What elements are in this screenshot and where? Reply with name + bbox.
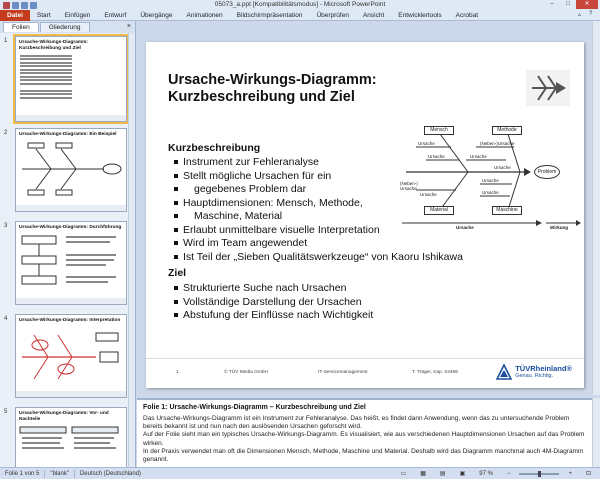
close-pane-icon[interactable]: × [126, 23, 131, 30]
category-box-maschine: Maschine [492, 206, 522, 215]
thumbnail-title: Ursache-Wirkungs-Diagramm: Durchführung [19, 225, 122, 230]
fishbone-diagram[interactable] [396, 120, 581, 230]
cause-label: Ursache [420, 192, 437, 197]
app-icon[interactable] [3, 2, 10, 9]
undo-icon[interactable] [21, 2, 28, 9]
zoom-out-icon[interactable]: − [506, 470, 511, 477]
bullet-item: Hauptdimensionen: Mensch, Methode, [174, 197, 463, 211]
slide-canvas[interactable] [146, 42, 584, 388]
bullet-item: Maschine, Material [174, 210, 463, 224]
slides-pane [0, 21, 136, 467]
status-slide-count: Folie 1 von 5 [5, 470, 40, 477]
bullet-item: gegebenes Problem dar [174, 183, 463, 197]
category-box-methode: Methode [492, 126, 522, 135]
thumbnails-scrollbar[interactable] [128, 33, 135, 467]
bullet-item: Stellt mögliche Ursachen für ein [174, 170, 463, 184]
footer-copyright: © TÜV Media GmbH [224, 370, 268, 375]
slide-thumbnail[interactable] [15, 221, 127, 305]
thumbnail-row[interactable] [2, 407, 133, 467]
tab-entwurf[interactable]: Entwurf [104, 11, 127, 19]
view-sorter-icon[interactable]: ▦ [420, 471, 426, 477]
thumbnail-row[interactable] [2, 128, 133, 216]
view-normal-icon[interactable]: ▭ [400, 471, 407, 477]
thumbnail-title: Ursache-Wirkungs-Diagramm: Vor- und Nachteile [19, 411, 109, 422]
minimize-button[interactable]: – [550, 1, 554, 7]
axis-label-wirkung: Wirkung [550, 225, 568, 230]
tab-animationen[interactable]: Animationen [186, 11, 223, 19]
tab-gliederung[interactable]: Gliederung [40, 22, 90, 32]
slide-scrollbar[interactable] [592, 21, 600, 395]
cause-label: Ursache [470, 154, 487, 159]
thumbnail-number: 1 [4, 38, 8, 44]
bullet-item: Abstufung der Einflüsse nach Wichtigkeit [174, 309, 373, 323]
notes-paragraph: Auf der Folie sieht man ein typisches Ursache-Wirkungs-Diagramm. Es visualisiert, wie aus verschiedenen Hauptdimensionen Ursachen auf das Problem wirken. [143, 431, 585, 447]
slide-footer [146, 358, 584, 388]
redo-icon[interactable] [30, 2, 37, 9]
window-title: 05073_a.ppt [Kompatibilitätsmodus] - Microsoft PowerPoint [214, 1, 386, 8]
bullet-list-ziel [174, 282, 373, 323]
zoom-slider[interactable] [519, 473, 559, 475]
tab-bildschirmpraesentation[interactable]: Bildschirmpräsentation [236, 11, 303, 19]
tab-entwicklertools[interactable]: Entwicklertools [398, 11, 442, 19]
thumbnail-row[interactable] [2, 314, 133, 402]
process-thumbnail-graphic [16, 232, 124, 296]
section-heading-ziel: Ziel [168, 267, 187, 279]
bullet-item: Strukturierte Suche nach Ursachen [174, 282, 373, 296]
cause-label: (Neben-)Ursache [480, 141, 515, 146]
tab-ueberpruefen[interactable]: Überprüfen [316, 11, 349, 19]
cause-label: Ursache [494, 165, 511, 170]
notes-scrollbar[interactable] [592, 398, 600, 467]
interpretation-thumbnail-graphic [16, 325, 124, 389]
cause-label: Ursache [482, 178, 499, 183]
notes-paragraph: Das Ursache-Wirkungs-Diagramm ist ein Instrument zur Fehleranalyse. Das heißt, es findet dann Anwendung, wenn das zu untersuchende Problem bereits bekannt ist und nun nach den auslösenden Ursachen geforscht wird. [143, 415, 570, 431]
quick-access-toolbar [3, 2, 37, 9]
tuev-logo [496, 364, 572, 380]
slide-title[interactable] [168, 72, 468, 106]
tab-einfuegen[interactable]: Einfügen [64, 11, 91, 19]
notes-title: Folie 1: Ursache-Wirkungs-Diagramm – Kurzbeschreibung und Ziel [143, 404, 366, 411]
thumbnail-title: Ursache-Wirkungs-Diagramm: Interpretation [19, 318, 121, 323]
thumbnail-row[interactable] [2, 221, 133, 309]
slide-thumbnail[interactable] [15, 314, 127, 398]
thumbnail-number: 4 [4, 316, 8, 322]
cause-label: Ursache [428, 154, 445, 159]
tab-uebergaenge[interactable]: Übergänge [140, 11, 173, 19]
slide-thumbnail[interactable] [15, 36, 127, 122]
tab-acrobat[interactable]: Acrobat [455, 11, 479, 19]
notes-paragraph: In der Praxis verwendet man oft die Dimensionen Mensch, Methode, Maschine und Material. Deshalb wird das Diagramm manchmal auch 4M-Diagramm genannt. [143, 447, 584, 464]
footer-topic: IT-Servicemanagement [318, 370, 368, 375]
thumbnail-number: 3 [4, 223, 8, 229]
save-icon[interactable] [12, 2, 19, 9]
slide-title-line: Kurzbeschreibung und Ziel [168, 89, 355, 105]
zoom-in-icon[interactable]: + [568, 470, 572, 477]
bullet-item: Vollständige Darstellung der Ursachen [174, 296, 373, 310]
bullet-item: Wird im Team angewendet [174, 237, 463, 251]
cause-label: (Neben-) Ursache [400, 181, 418, 191]
close-button[interactable]: ✕ [576, 0, 598, 9]
axis-label-ursache: Ursache [456, 225, 474, 230]
tab-start[interactable]: Start [36, 11, 51, 19]
view-slideshow-icon[interactable]: ▣ [459, 471, 466, 477]
ribbon-minimize-icon[interactable]: ▵ [578, 12, 582, 18]
bullet-item: Ist Teil der „Sieben Qualitätswerkzeuge“ von Kaoru Ishikawa [174, 251, 463, 265]
fishbone-logo-icon [526, 70, 570, 106]
footer-page-number: 1 [176, 370, 179, 375]
pros-cons-thumbnail-graphic [16, 423, 124, 467]
tuev-slogan: Genau. Richtig. [515, 373, 554, 379]
status-language[interactable]: Deutsch (Deutschland) [79, 470, 141, 477]
notes-pane[interactable] [137, 398, 592, 467]
slide-editor [137, 21, 592, 395]
tab-folien[interactable]: Folien [3, 22, 39, 32]
maximize-button[interactable]: □ [566, 1, 570, 7]
category-box-mensch: Mensch [424, 126, 454, 135]
bullet-item: Instrument zur Fehleranalyse [174, 156, 463, 170]
slide-thumbnails [0, 33, 135, 467]
tab-file[interactable]: Datei [0, 10, 30, 21]
footer-author: T. Träger, Kap. 04486 [412, 370, 458, 375]
thumbnail-title: Ursache-Wirkungs-Diagramm: Ein Beispiel [19, 132, 117, 137]
tuev-triangle-icon [496, 364, 512, 380]
tuev-brand: TÜVRheinland® [515, 364, 572, 373]
title-bar [0, 0, 600, 10]
cause-label: Ursache [418, 141, 435, 146]
help-icon[interactable]: ? [589, 11, 593, 17]
section-heading-kurzbeschreibung: Kurzbeschreibung [168, 142, 261, 154]
slide-thumbnail[interactable] [15, 128, 127, 212]
slide-thumbnail[interactable] [15, 407, 127, 467]
thumbnail-number: 5 [4, 409, 8, 415]
ribbon-tabs [0, 10, 600, 21]
zoom-level[interactable]: 97 % [479, 470, 493, 477]
fit-to-window-icon[interactable]: ⊡ [585, 471, 591, 477]
status-theme: "blank" [50, 470, 69, 477]
view-reading-icon[interactable]: ▤ [439, 471, 446, 477]
thumbnail-title: Ursache-Wirkungs-Diagramm: Kurzbeschreibung und Ziel [19, 40, 88, 51]
slide-title-line: Ursache-Wirkungs-Diagramm: [168, 72, 377, 88]
thumbnail-row[interactable] [2, 36, 133, 124]
cause-label: Ursache [482, 190, 499, 195]
thumbnail-number: 2 [4, 130, 8, 136]
problem-ellipse: Problem [534, 165, 560, 179]
category-box-material: Material [424, 206, 454, 215]
status-bar [0, 467, 600, 479]
tab-ansicht[interactable]: Ansicht [362, 11, 385, 19]
bullet-item: Erlaubt unmittelbare visuelle Interpretation [174, 224, 463, 238]
fishbone-thumbnail-graphic [16, 139, 124, 199]
